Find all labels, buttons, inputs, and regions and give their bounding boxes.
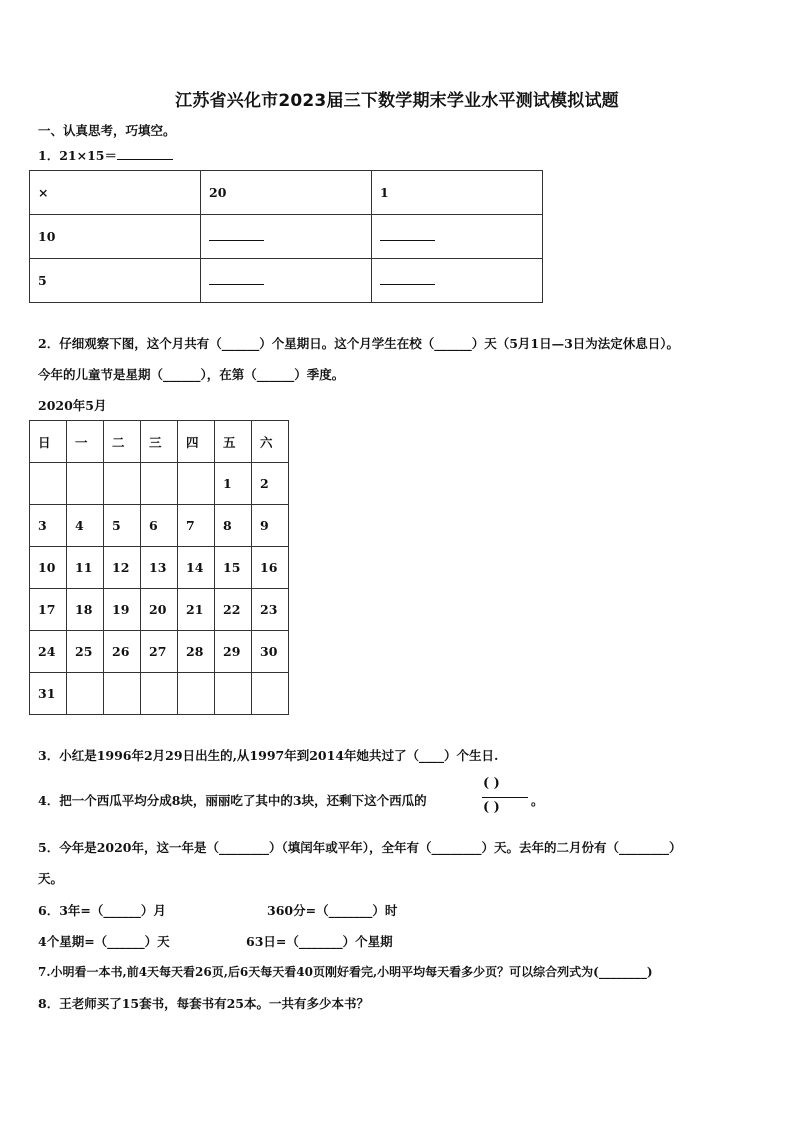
- date-cell: 6: [141, 505, 178, 547]
- answer-blank[interactable]: [117, 147, 173, 160]
- date-cell: 23: [252, 589, 289, 631]
- table-cell: 1: [372, 171, 543, 215]
- question-2-line2: 今年的儿童节是星期（______），在第（______）季度。: [38, 367, 345, 382]
- date-cell: [104, 463, 141, 505]
- date-cell: 19: [104, 589, 141, 631]
- date-cell: 13: [141, 547, 178, 589]
- weekday-cell: 四: [178, 421, 215, 463]
- answer-blank[interactable]: [380, 232, 435, 241]
- calendar-table: [29, 420, 289, 715]
- date-cell: 26: [104, 631, 141, 673]
- date-cell: 25: [67, 631, 104, 673]
- date-cell: 29: [215, 631, 252, 673]
- date-cell: 3: [30, 505, 67, 547]
- weekday-cell: 日: [30, 421, 67, 463]
- date-cell: 16: [252, 547, 289, 589]
- table-cell: 20: [201, 171, 372, 215]
- date-cell: 14: [178, 547, 215, 589]
- date-cell: 20: [141, 589, 178, 631]
- question-4: [38, 791, 427, 809]
- weekday-cell: 二: [104, 421, 141, 463]
- calendar-week-row: [30, 589, 289, 631]
- question-5-line1: 5．今年是2020年，这一年是（________）（填闰年或平年），全年有（________）天。去年的二月份有（________）: [38, 840, 682, 855]
- date-cell: 30: [252, 631, 289, 673]
- calendar-week-row: [30, 631, 289, 673]
- weekday-cell: 三: [141, 421, 178, 463]
- date-cell: [178, 673, 215, 715]
- date-cell: 2: [252, 463, 289, 505]
- answer-cell[interactable]: [372, 215, 543, 259]
- answer-blank[interactable]: [209, 232, 264, 241]
- date-cell: 5: [104, 505, 141, 547]
- date-cell: [141, 463, 178, 505]
- date-cell: 11: [67, 547, 104, 589]
- date-cell: 9: [252, 505, 289, 547]
- date-cell: 15: [215, 547, 252, 589]
- question-1-label: 1．21×15＝: [38, 148, 117, 163]
- calendar-title: 2020年5月: [38, 398, 107, 413]
- answer-blank[interactable]: [209, 276, 264, 285]
- question-7: 7.小明看一本书,前4天每天看26页,后6天每天看40页刚好看完,小明平均每天看多少页？可以综合列式为(________): [38, 965, 653, 979]
- section-heading: 一、认真思考，巧填空。: [38, 123, 176, 138]
- table-cell: ×: [30, 171, 201, 215]
- weekday-cell: 五: [215, 421, 252, 463]
- question-6d: 63日=（_______）个星期: [246, 934, 393, 949]
- answer-cell[interactable]: [372, 259, 543, 303]
- fraction-numerator[interactable]: ( ): [483, 776, 500, 791]
- date-cell: 27: [141, 631, 178, 673]
- fraction-bar: [482, 797, 528, 798]
- date-cell: [215, 673, 252, 715]
- date-cell: [104, 673, 141, 715]
- fraction-denominator[interactable]: ( ): [483, 800, 500, 815]
- weekday-cell: 六: [252, 421, 289, 463]
- calendar-week-row: [30, 505, 289, 547]
- date-cell: 7: [178, 505, 215, 547]
- date-cell: 28: [178, 631, 215, 673]
- question-6a: 6．3年=（______）月: [38, 903, 166, 918]
- answer-blank[interactable]: [380, 276, 435, 285]
- calendar-week-row: [30, 547, 289, 589]
- question-6c: 4个星期=（______）天: [38, 934, 170, 949]
- date-cell: 21: [178, 589, 215, 631]
- calendar-week-row: [30, 673, 289, 715]
- question-8: 8．王老师买了15套书，每套书有25本。一共有多少本书？: [38, 996, 369, 1011]
- multiplication-table: [29, 170, 543, 303]
- page-title: 江苏省兴化市2023届三下数学期末学业水平测试模拟试题: [175, 91, 619, 111]
- calendar-header-row: [30, 421, 289, 463]
- date-cell: 12: [104, 547, 141, 589]
- question-1: [38, 146, 173, 164]
- date-cell: 4: [67, 505, 104, 547]
- date-cell: 22: [215, 589, 252, 631]
- question-4-end: 。: [531, 793, 544, 808]
- weekday-cell: 一: [67, 421, 104, 463]
- date-cell: [67, 673, 104, 715]
- date-cell: 1: [215, 463, 252, 505]
- question-5-line2: 天。: [38, 871, 64, 886]
- date-cell: 8: [215, 505, 252, 547]
- date-cell: 31: [30, 673, 67, 715]
- question-4-text: 4．把一个西瓜平均分成8块，丽丽吃了其中的3块，还剩下这个西瓜的: [38, 793, 427, 808]
- date-cell: [178, 463, 215, 505]
- answer-cell[interactable]: [201, 259, 372, 303]
- table-cell: 5: [30, 259, 201, 303]
- date-cell: [67, 463, 104, 505]
- calendar-week-row: [30, 463, 289, 505]
- date-cell: [30, 463, 67, 505]
- question-2-line1: 2．仔细观察下图，这个月共有（______）个星期日。这个月学生在校（______）天（5月1日—3日为法定休息日）。: [38, 336, 680, 351]
- date-cell: 17: [30, 589, 67, 631]
- question-3: 3．小红是1996年2月29日出生的,从1997年到2014年她共过了（____）个生日.: [38, 748, 499, 763]
- date-cell: [141, 673, 178, 715]
- date-cell: 24: [30, 631, 67, 673]
- date-cell: [252, 673, 289, 715]
- question-6b: 360分=（_______）时: [267, 903, 398, 918]
- date-cell: 18: [67, 589, 104, 631]
- answer-cell[interactable]: [201, 215, 372, 259]
- table-cell: 10: [30, 215, 201, 259]
- date-cell: 10: [30, 547, 67, 589]
